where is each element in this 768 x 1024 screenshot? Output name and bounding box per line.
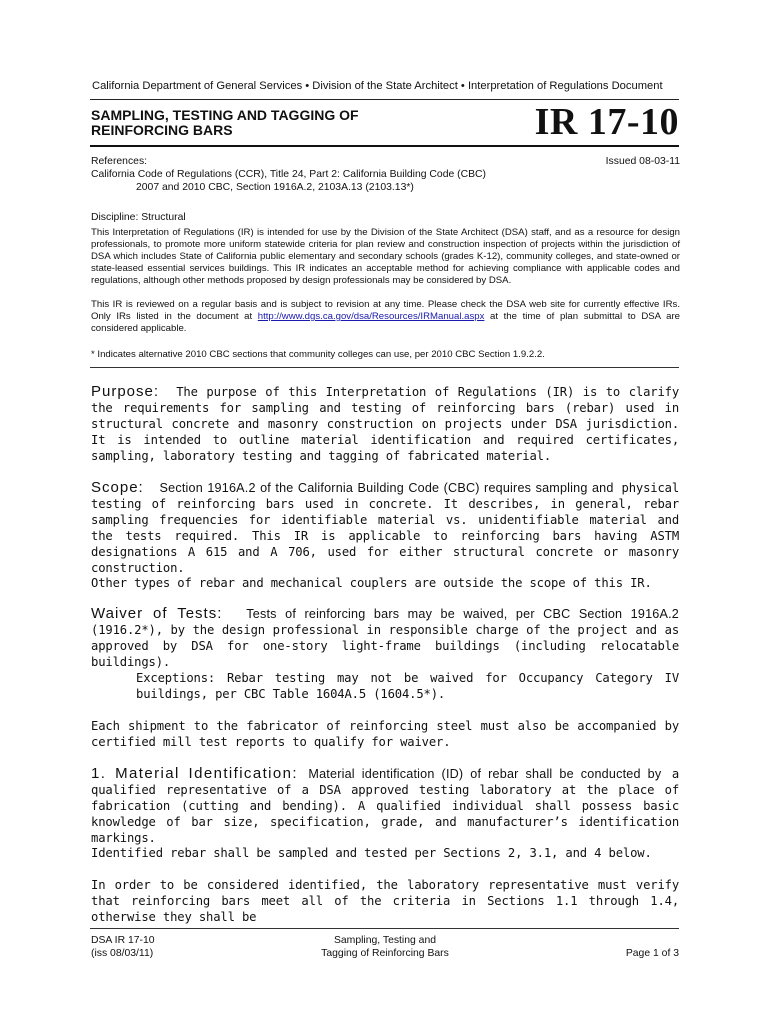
section-1-heading: 1. Material Identification: <box>91 765 298 782</box>
review-paragraph <box>91 299 680 335</box>
waiver-section <box>91 606 679 670</box>
section-1 <box>91 766 679 846</box>
section-1-text: a qualified representative of a DSA approved testing laboratory at the place of fabrication (cutting and bending). A qualified individual shall possess basic knowledge of bar size, specification, grade, and manufacturer’s identification markings. <box>91 767 680 845</box>
footer-rule <box>90 928 679 929</box>
references-label: References: <box>91 156 148 167</box>
review-text-after: at the time of plan submittal to DSA are considered applicable. <box>91 311 681 334</box>
alternative-note: * Indicates alternative 2010 CBC sections that community colleges can use, per 2010 CBC Section 1.9.2.2. <box>91 349 545 360</box>
waiver-text: (1916.2*), by the design professional in responsible charge of the project and as approved by DSA for one-story light-frame buildings (including relocatable buildings). <box>91 623 679 669</box>
ir-manual-link[interactable]: http://www.dgs.ca.gov/dsa/Resources/IRManual.aspx <box>257 311 485 322</box>
references-line-1: California Code of Regulations (CCR), Title 24, Part 2: California Building Code (CBC) <box>91 169 487 180</box>
references-block <box>91 155 680 194</box>
exceptions: Exceptions: Rebar testing may not be waived for Occupancy Category IV buildings, per CBC Table 1604A.5 (1604.5*). <box>136 671 679 701</box>
title-line-1: SAMPLING, TESTING AND TAGGING OF <box>91 107 359 123</box>
discipline: Discipline: Structural <box>91 212 186 223</box>
intro-rule <box>90 367 679 368</box>
review-text-before: This IR is reviewed on a regular basis and is subject to revision at any time. Please check the DSA web site for currently effective IRs. Only IRs listed in the document at <box>91 299 680 322</box>
issued-date: Issued 08-03-11 <box>605 156 680 167</box>
footer-title-2: Tagging of Reinforcing Bars <box>321 948 449 959</box>
ir-number: IR 17-10 <box>534 101 679 143</box>
other-types: Other types of rebar and mechanical couplers are outside the scope of this IR. <box>91 576 652 590</box>
page-number: Page 1 of 3 <box>625 948 679 959</box>
title-line-2: REINFORCING BARS <box>91 122 233 138</box>
purpose-heading: Purpose: <box>91 383 160 400</box>
agency-line: California Department of General Services • Division of the State Architect • Interpretation of Regulations Document <box>92 80 663 92</box>
identified-paragraph: Identified rebar shall be sampled and tested per Sections 2, 3.1, and 4 below. <box>91 846 652 860</box>
section-1-lead: Material identification (ID) of rebar shall be conducted by <box>308 767 662 781</box>
scope-section <box>91 480 679 576</box>
footer-issue: (iss 08/03/11) <box>91 948 154 959</box>
document-title <box>91 108 421 138</box>
footer-left <box>91 934 155 960</box>
scope-lead: Section 1916A.2 of the California Building Code (CBC) requires sampling and <box>159 481 614 495</box>
purpose-section <box>91 384 679 464</box>
order-paragraph: In order to be considered identified, the laboratory representative must verify that reinforcing bars meet all of the criteria in Sections 1.1 through 1.4, otherwise they shall be <box>91 878 679 924</box>
scope-text: physical testing of reinforcing bars used in concrete. It describes, in general, rebar sampling frequencies for identifiable material vs. unidentifiable material and the tests required. This IR is applicable to reinforcing bars having ASTM designations A 615 and A 706, used for either structural concrete or masonry construction. <box>91 481 679 575</box>
scope-heading: Scope: <box>91 479 144 496</box>
intro-paragraph: This Interpretation of Regulations (IR) is intended for use by the Division of the State Architect (DSA) staff, and as a resource for design professionals, to promote more uniform statewide criteria for plan review and construction inspection of projects within the jurisdiction of DSA which includes State of California public elementary and secondary schools (grades K-12), community colleges, and state-owned or state-leased essential services buildings. This IR indicates an acceptable method for achieving compliance with applicable codes and regulations, although other methods proposed by design professionals may be considered by DSA. <box>91 227 680 286</box>
references-line-2: 2007 and 2010 CBC, Section 1916A.2, 2103A.13 (2103.13*) <box>136 182 414 193</box>
footer-center <box>300 934 470 960</box>
footer-title-1: Sampling, Testing and <box>333 935 437 946</box>
purpose-text: The purpose of this Interpretation of Regulations (IR) is to clarify the requirements for sampling and testing of reinforcing bars (rebar) used in structural concrete and masonry construction on projects under DSA jurisdiction. It is intended to outline material identification and required certificates, sampling, laboratory testing and tagging of fabricated material. <box>91 385 680 463</box>
footer-doc-id: DSA IR 17-10 <box>91 935 155 946</box>
waiver-lead: Tests of reinforcing bars may be waived, per CBC Section 1916A.2 <box>246 607 679 621</box>
title-rule <box>90 145 679 147</box>
shipment-paragraph: Each shipment to the fabricator of reinforcing steel must also be accompanied by certified mill test reports to qualify for waiver. <box>91 719 679 749</box>
waiver-heading: Waiver of Tests: <box>91 605 223 622</box>
